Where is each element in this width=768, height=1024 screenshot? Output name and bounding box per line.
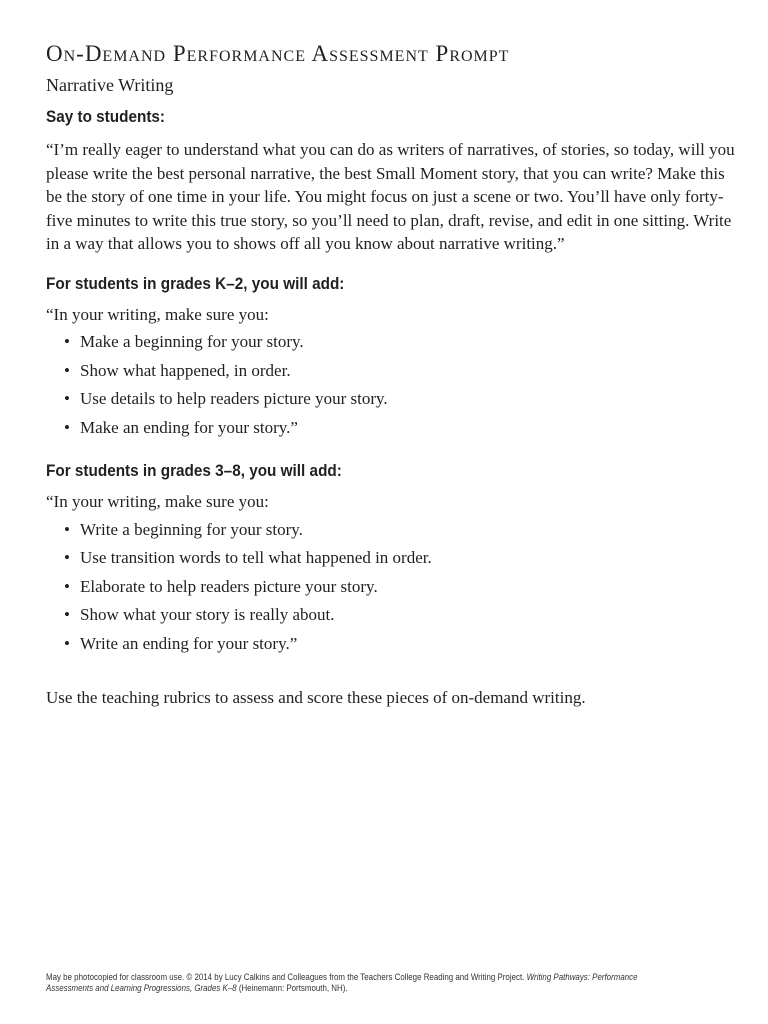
grades-k2-intro: “In your writing, make sure you: <box>46 304 269 324</box>
list-item: • Write a beginning for your story. <box>46 516 736 545</box>
page-subtitle: Narrative Writing <box>46 75 174 95</box>
say-to-students-paragraph: “I’m really eager to understand what you can do as writers of narratives, of stories, so today, will you please write the best personal narrative, the best Small Moment story, that you can write? Make this be the story of one time in your life. You might focus on just a scene or two. You’ll have only forty-five minutes to write this true story, so you’ll need to plan, draft, revise, and edit in one sitting. Write in a way that allows you to shows off all you know about narrative writing.” <box>46 140 735 253</box>
grades-3-8-list <box>46 516 736 659</box>
closing-paragraph: Use the teaching rubrics to assess and score these pieces of on-demand writing. <box>46 688 586 707</box>
page-title: On-Demand Performance Assessment Prompt <box>46 41 510 66</box>
footer-publisher: (Heinemann: Portsmouth, NH). <box>236 983 348 993</box>
grades-3-8-intro: “In your writing, make sure you: <box>46 492 269 511</box>
list-item: • Show what happened, in order. <box>46 357 736 386</box>
list-item: • Show what your story is really about. <box>46 601 736 630</box>
document-page <box>46 40 736 710</box>
footer-text: May be photocopied for classroom use. © 2014 by Lucy Calkins and Colleagues from the Teachers College Reading and Writing Project. <box>46 972 527 982</box>
grades-k2-heading: For students in grades K–2, you will add: <box>46 273 345 293</box>
grades-3-8-heading: For students in grades 3–8, you will add: <box>46 461 342 480</box>
footer-book-title: Writing Pathways: Performance Assessments and Learning Progressions, Grades K–8 <box>46 972 638 993</box>
list-item: • Elaborate to help readers picture your story. <box>46 573 736 602</box>
copyright-footer <box>46 972 653 994</box>
list-item: • Use details to help readers picture your story. <box>46 385 736 414</box>
grades-k2-list <box>46 328 736 442</box>
list-item: • Write an ending for your story.” <box>46 630 736 659</box>
say-to-students-heading: Say to students: <box>46 107 166 126</box>
list-item: • Make an ending for your story.” <box>46 414 736 443</box>
list-item: • Make a beginning for your story. <box>46 328 736 357</box>
list-item: • Use transition words to tell what happened in order. <box>46 544 736 573</box>
